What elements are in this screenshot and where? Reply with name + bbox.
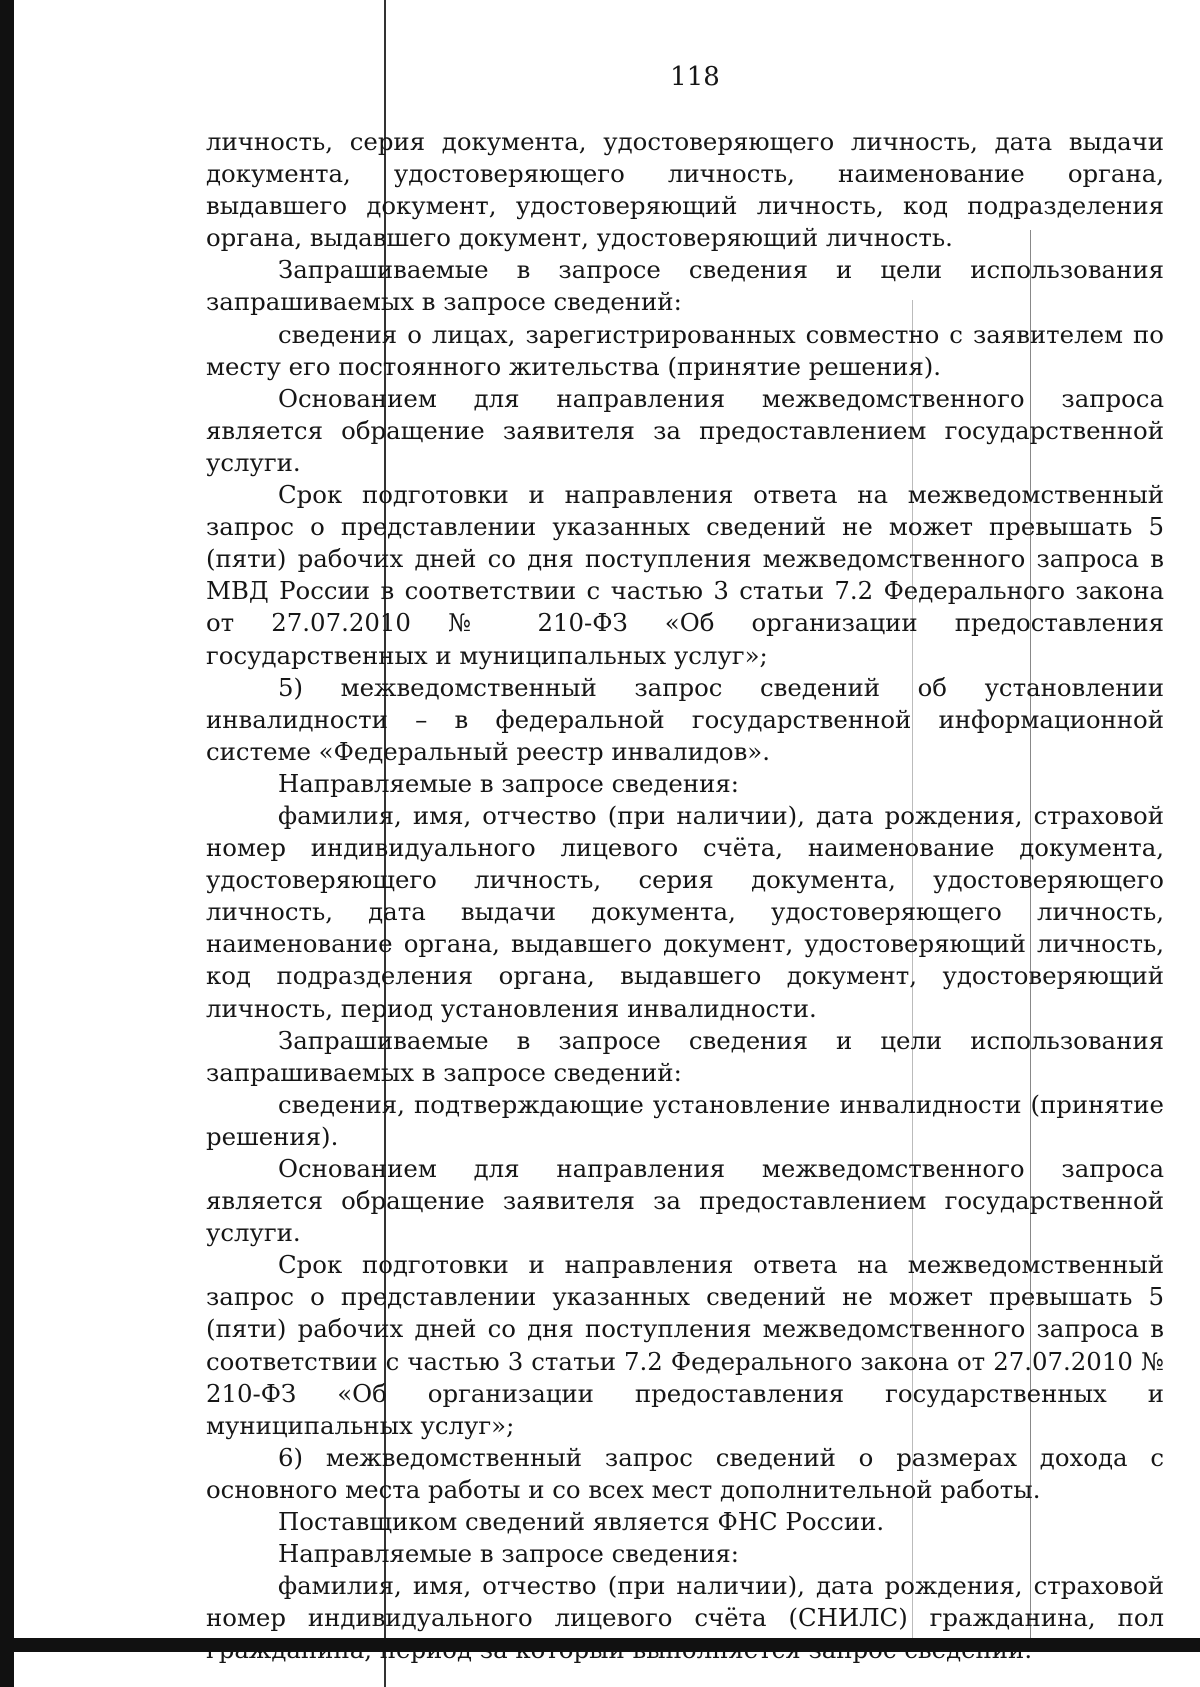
paragraph: Основанием для направления межведомственного запроса является обращение заявителя за предоставлением государственной услуги. [206, 383, 1164, 477]
paragraph: Основанием для направления межведомственного запроса является обращение заявителя за предоставлением государственной услуги. [206, 1154, 1164, 1248]
paragraph: Срок подготовки и направления ответа на межведомственный запрос о представлении указанных сведений не может превышать 5 (пяти) рабочих дней со дня поступления межведомственного запроса в МВД России в соответствии с частью 3 статьи 7.2 Федерального закона от 27.07.2010 № 210-ФЗ «Об организации предоставления государственных и муниципальных услуг»; [206, 480, 1164, 670]
paragraph: 6) межведомственный запрос сведений о размерах дохода с основного места работы и со всех мест дополнительной работы. [206, 1442, 1164, 1504]
paragraph: Поставщиком сведений является ФНС России. [278, 1507, 885, 1537]
scan-bottom-border [0, 1638, 1200, 1652]
page-number: 118 [670, 62, 720, 92]
paragraph: 5) межведомственный запрос сведений об установлении инвалидности – в федеральной государственной информационной системе «Федеральный реестр инвалидов». [206, 672, 1164, 766]
paragraph: личность, серия документа, удостоверяющего личность, дата выдачи документа, удостоверяющего личность, наименование органа, выдавшего документ, удостоверяющий личность, код подразделения органа, выдавшего документ, удостоверяющий личность. [206, 127, 1164, 253]
paragraph: Запрашиваемые в запросе сведения и цели использования запрашиваемых в запросе сведений: [206, 255, 1164, 317]
paragraph: сведения о лицах, зарегистрированных совместно с заявителем по месту его постоянного жительства (принятие решения). [206, 319, 1164, 381]
paragraph: Направляемые в запросе сведения: [278, 1539, 739, 1569]
document-body [206, 126, 1164, 1667]
paragraph: сведения, подтверждающие установление инвалидности (принятие решения). [206, 1089, 1164, 1151]
paragraph: Срок подготовки и направления ответа на межведомственный запрос о представлении указанных сведений не может превышать 5 (пяти) рабочих дней со дня поступления межведомственного запроса в соответствии с частью 3 статьи 7.2 Федерального закона от 27.07.2010 № 210-ФЗ «Об организации предоставления государственных и муниципальных услуг»; [206, 1250, 1164, 1440]
paragraph: фамилия, имя, отчество (при наличии), дата рождения, страховой номер индивидуального лицевого счёта, наименование документа, удостоверяющего личность, серия документа, удостоверяющего личность, дата выдачи документа, удостоверяющего личность, наименование органа, выдавшего документ, удостоверяющий личность, код подразделения органа, выдавшего документ, удостоверяющий личность, период установления инвалидности. [206, 800, 1164, 1023]
paragraph: Запрашиваемые в запросе сведения и цели использования запрашиваемых в запросе сведений: [206, 1025, 1164, 1087]
paragraph: фамилия, имя, отчество (при наличии), дата рождения, страховой номер индивидуального лицевого счёта (СНИЛС) гражданина, пол [206, 1571, 1164, 1633]
paragraph: Направляемые в запросе сведения: [278, 768, 739, 798]
scan-left-border [0, 0, 14, 1687]
